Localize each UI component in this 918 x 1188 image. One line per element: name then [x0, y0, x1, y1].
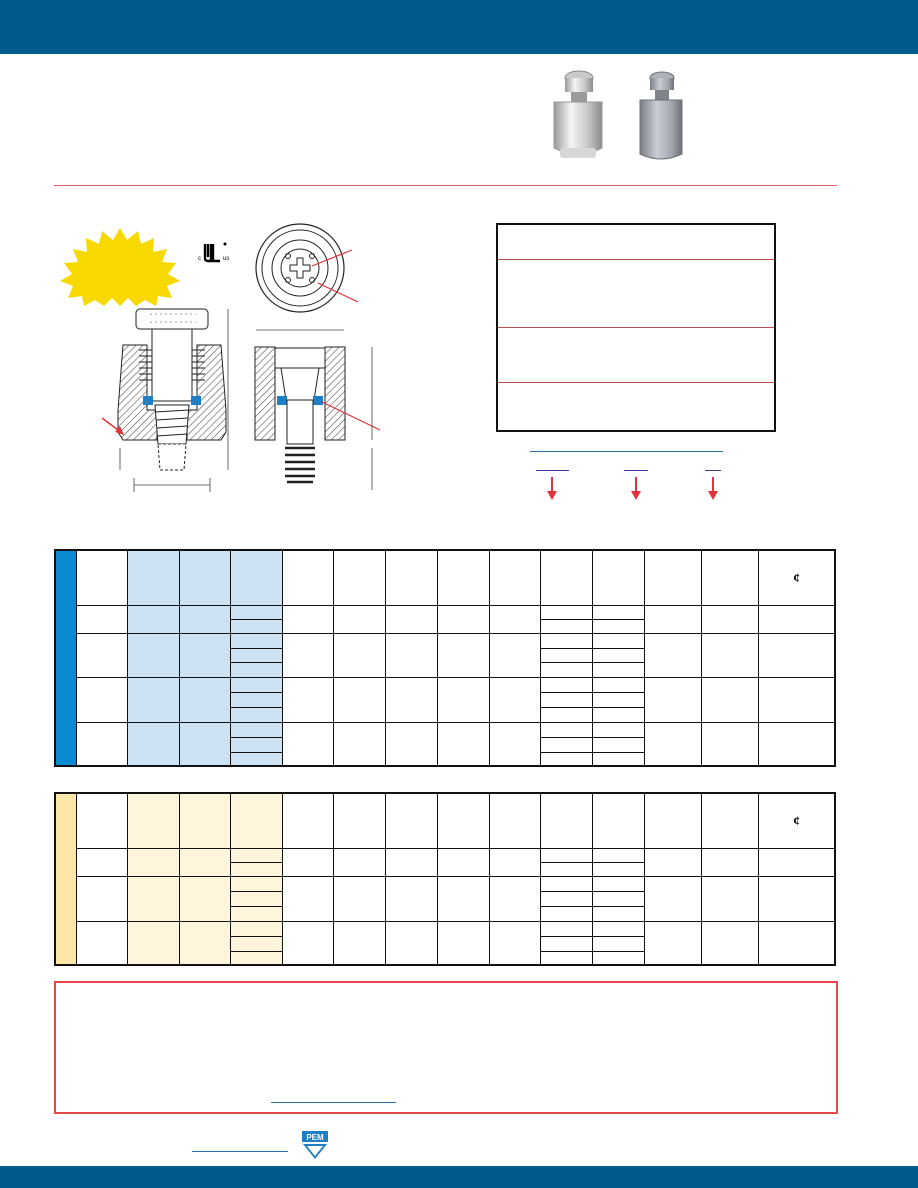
table-cell [231, 752, 282, 766]
table-cell [282, 921, 333, 965]
table-cell [128, 876, 179, 921]
table-cell [645, 876, 702, 921]
table-cell [231, 876, 282, 891]
arrow-down-icon [712, 477, 714, 491]
table-cell [385, 876, 438, 921]
top-view [256, 224, 358, 312]
table-cell [541, 876, 592, 891]
table-cell [179, 605, 230, 633]
table-cell [128, 633, 179, 677]
table-cell [385, 848, 438, 876]
table-cell [231, 848, 282, 862]
header-cell [592, 793, 645, 848]
info-box-divider [498, 382, 774, 383]
table-cell [128, 605, 179, 633]
table-cell [334, 921, 385, 965]
header-cell [76, 793, 127, 848]
table-cell [702, 848, 759, 876]
table-cell [334, 677, 385, 722]
table-cell [489, 677, 540, 722]
table-cell [541, 862, 592, 876]
table-cell [438, 876, 489, 921]
table-cell [592, 921, 645, 936]
table-cell [541, 619, 592, 633]
header-cell [179, 793, 230, 848]
table-cell [645, 605, 702, 633]
table-cell [592, 848, 645, 862]
table-cell [385, 605, 438, 633]
table-cell [282, 633, 333, 677]
table-cell [541, 662, 592, 677]
table-cell [541, 906, 592, 921]
table-cell [179, 677, 230, 722]
table-cell [592, 692, 645, 707]
table-cell [282, 848, 333, 876]
technical-drawing [95, 215, 395, 495]
table-cell [592, 737, 645, 752]
header-cell [759, 550, 835, 605]
table-cell [759, 633, 835, 677]
table-cell [645, 677, 702, 722]
footer-link[interactable] [192, 1151, 288, 1152]
table-cell [334, 876, 385, 921]
table-cell [592, 619, 645, 633]
table-cell [541, 605, 592, 619]
table-cell [541, 722, 592, 737]
table-cell [385, 677, 438, 722]
table-cell [76, 605, 127, 633]
table-cell [334, 605, 385, 633]
table-cell [489, 722, 540, 766]
table-cell [128, 921, 179, 965]
header-cell [489, 793, 540, 848]
table-cell [282, 722, 333, 766]
table-cell [231, 692, 282, 707]
footer-bar [0, 1166, 918, 1188]
info-box-divider [498, 327, 774, 328]
header-cell [231, 550, 282, 605]
table-cell [231, 921, 282, 936]
fastener-photo-steel [636, 70, 686, 168]
table-cell [702, 605, 759, 633]
table-cell [76, 921, 127, 965]
table-cell [334, 848, 385, 876]
arrow-down-icon [708, 491, 718, 500]
arrow-down-icon [635, 477, 637, 491]
table-cell [179, 722, 230, 766]
table-cell [438, 677, 489, 722]
table-cell [438, 722, 489, 766]
table-cell [645, 921, 702, 965]
table-cell [541, 951, 592, 965]
table-cell [385, 921, 438, 965]
header-bar [0, 0, 918, 54]
table-cell [76, 677, 127, 722]
table-cell [231, 936, 282, 951]
spec-table-1 [54, 549, 836, 767]
table-cell [438, 848, 489, 876]
table-cell [541, 648, 592, 662]
table-cell [592, 862, 645, 876]
table-cell [541, 921, 592, 936]
note-box [54, 981, 838, 1114]
table-cell [179, 921, 230, 965]
table-cell [759, 605, 835, 633]
table-cell [702, 722, 759, 766]
arrow-down-icon [551, 477, 553, 491]
table-cell [282, 605, 333, 633]
table-cell [231, 951, 282, 965]
table-cell [489, 848, 540, 876]
table-cell [231, 722, 282, 737]
svg-text:c: c [198, 256, 201, 262]
table-cell [541, 848, 592, 862]
table-cell [334, 633, 385, 677]
arrow-down-icon [631, 491, 641, 500]
header-cell [282, 793, 333, 848]
table-cell [592, 936, 645, 951]
table-cell [702, 633, 759, 677]
table-cell [759, 677, 835, 722]
table-cell [438, 605, 489, 633]
header-cell [438, 793, 489, 848]
fastener-photo-aluminum [546, 68, 608, 164]
table-cell [231, 707, 282, 722]
header-cell [231, 793, 282, 848]
table-cell [231, 662, 282, 677]
header-cell [645, 793, 702, 848]
table-cell [76, 848, 127, 876]
table-cell [541, 936, 592, 951]
table-cell [179, 876, 230, 921]
table-cell [231, 906, 282, 921]
table-cell [592, 752, 645, 766]
table-cell [702, 677, 759, 722]
header-cell [282, 550, 333, 605]
table-cell [128, 677, 179, 722]
table-cell [541, 692, 592, 707]
header-cell [541, 550, 592, 605]
table-cell [76, 722, 127, 766]
section-view-left [102, 309, 228, 492]
info-box-divider [498, 259, 774, 260]
table-cell [592, 633, 645, 648]
table-cell [759, 921, 835, 965]
table-cell [231, 605, 282, 619]
header-cell [128, 550, 179, 605]
table-cell [541, 737, 592, 752]
header-cell [385, 550, 438, 605]
section-view-right [255, 330, 380, 490]
table-cell [592, 891, 645, 906]
table-cell [282, 876, 333, 921]
table-cell [645, 848, 702, 876]
table-cell [334, 722, 385, 766]
table-cell [759, 876, 835, 921]
table-cell [759, 722, 835, 766]
header-cell [179, 550, 230, 605]
part-number-segment-2 [624, 470, 648, 471]
table-cell [592, 662, 645, 677]
header-cell [489, 550, 540, 605]
table-cell [592, 605, 645, 619]
table-cell [231, 677, 282, 692]
table-cell [592, 876, 645, 891]
table-cell [592, 648, 645, 662]
table-cell [592, 677, 645, 692]
table-cell [128, 848, 179, 876]
table-cell [179, 848, 230, 876]
table-cell [489, 921, 540, 965]
header-cell [76, 550, 127, 605]
table-cell [702, 876, 759, 921]
info-box [496, 223, 776, 432]
table-cell [76, 876, 127, 921]
table-cell [489, 876, 540, 921]
arrow-down-icon [547, 491, 557, 500]
table-cell [645, 722, 702, 766]
table-cell [592, 722, 645, 737]
table-cell [541, 707, 592, 722]
table-cell [282, 677, 333, 722]
spec-table-2 [54, 792, 836, 966]
table-cell [489, 633, 540, 677]
table-cell [592, 707, 645, 722]
cent-symbol: ¢ [793, 569, 800, 585]
table-sidebar [55, 550, 76, 766]
table-cell [385, 633, 438, 677]
header-cell [759, 793, 835, 848]
table-cell [592, 906, 645, 921]
part-number-segment-1 [536, 470, 569, 471]
header-cell [702, 793, 759, 848]
header-cell [385, 793, 438, 848]
table-cell [231, 633, 282, 648]
part-number-link[interactable] [530, 451, 723, 452]
header-cell [438, 550, 489, 605]
header-cell [334, 550, 385, 605]
header-cell [128, 793, 179, 848]
header-cell [592, 550, 645, 605]
table-cell [541, 752, 592, 766]
table-cell [541, 633, 592, 648]
table-cell [592, 951, 645, 965]
table-cell [128, 722, 179, 766]
header-cell [541, 793, 592, 848]
table-cell [759, 848, 835, 876]
svg-text:us: us [223, 256, 230, 262]
cent-symbol: ¢ [793, 812, 800, 828]
note-link[interactable] [271, 1102, 396, 1103]
table-cell [179, 633, 230, 677]
part-number-segment-3 [705, 470, 721, 471]
table-cell [541, 891, 592, 906]
table-cell [231, 862, 282, 876]
header-cell [645, 550, 702, 605]
table-cell [541, 677, 592, 692]
pem-logo [302, 1131, 330, 1161]
header-cell [702, 550, 759, 605]
table-cell [438, 633, 489, 677]
table-cell [438, 921, 489, 965]
table-cell [702, 921, 759, 965]
section-divider [54, 185, 837, 186]
table-cell [76, 633, 127, 677]
table-cell [231, 648, 282, 662]
table-cell [489, 605, 540, 633]
header-cell [334, 793, 385, 848]
table-cell [385, 722, 438, 766]
table-cell [231, 619, 282, 633]
table-cell [231, 891, 282, 906]
svg-text:PEM: PEM [306, 1133, 324, 1142]
table-sidebar [55, 793, 76, 965]
table-cell [645, 633, 702, 677]
table-cell [231, 737, 282, 752]
